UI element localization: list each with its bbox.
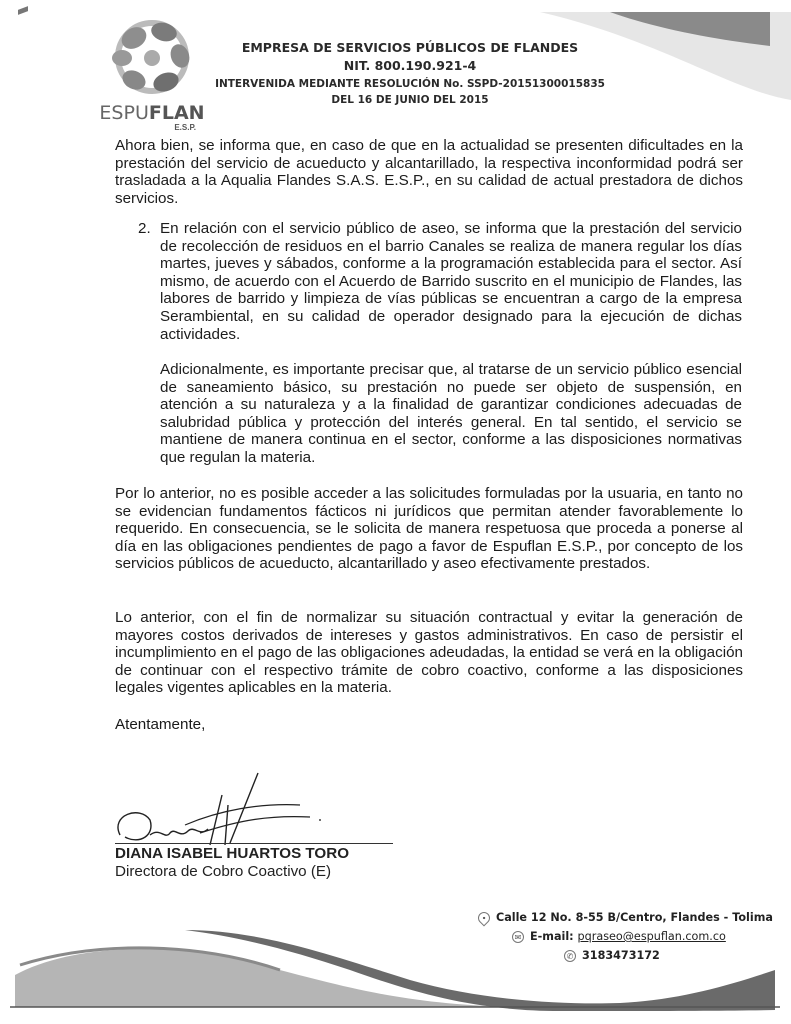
company-title: EMPRESA DE SERVICIOS PÚBLICOS DE FLANDES <box>241 40 579 55</box>
signature-line <box>115 843 393 844</box>
phone-icon: ✆ <box>564 950 576 962</box>
handwritten-signature <box>110 765 340 855</box>
list-item-2-text: En relación con el servicio público de aseo, se informa que la prestación del servicio de recolección de residuos en el barrio Canales se realiza de manera regular los días martes, jueves y sábados, conforme a la programación establecida para el sector. Así mismo, de acuerdo con el Acuerdo de Barrido suscrito en el municipio de Flandes, las labores de barrido y limpieza de vías públicas se encuentran a cargo de la empresa Serambiental, en su calidad de operador designado para la ejecución de dichas actividades. <box>160 220 742 343</box>
footer-address: • Calle 12 No. 8-55 B/Centro, Flandes - Tolima <box>478 911 773 924</box>
email-link[interactable]: pqraseo@espuflan.com.co <box>577 930 726 943</box>
footer-decorative-wave <box>0 925 791 1015</box>
signer-name: DIANA ISABEL HUARTOS TORO <box>115 845 350 862</box>
logo-subtitle: E.S.P. <box>174 123 196 132</box>
location-pin-icon: • <box>476 910 493 927</box>
footer-email: ✉ E-mail: pqraseo@espuflan.com.co <box>512 930 726 943</box>
paragraph-suspension: Adicionalmente, es importante precisar que, al tratarse de un servicio público esencial de saneamiento básico, su prestación no puede ser objeto de suspensión, en atención a su naturaleza y a la finalidad de garantizar condiciones adecuadas de salubridad pública y protección del interés general. En tal sentido, el servicio se mantiene de manera continua en el sector, conforme a las disposiciones normativas que regulan la materia. <box>160 361 742 466</box>
envelope-icon: ✉ <box>512 931 524 943</box>
paragraph-solicitudes: Por lo anterior, no es posible acceder a las solicitudes formuladas por la usuaria, en tanto no se evidencian fundamentos fácticos ni jurídicos que permitan atender favorablemente lo requerido. En consecuencia, se le solicita de manera respetuosa que proceda a ponerse al día en las obligaciones pendientes de pago a favor de Espuflan E.S.P., por concepto de los servicios públicos de acueducto, alcantarillado y aseo efectivamente prestados. <box>115 485 743 573</box>
paragraph-acueducto: Ahora bien, se informa que, en caso de que en la actualidad se presenten dificultades en la prestación del servicio de acueducto y alcantarillado, la respectiva inconformidad podrá ser trasladada a la Aqualia Flandes S.A.S. E.S.P., en su calidad de actual prestadora de dichos servicios. <box>115 137 743 207</box>
logo-wordmark: ESPUFLAN <box>99 102 205 124</box>
signer-role: Directora de Cobro Coactivo (E) <box>115 863 332 880</box>
company-logo <box>92 16 212 132</box>
leaves-emblem-icon <box>92 16 212 98</box>
scan-mark <box>18 6 28 15</box>
closing-salutation: Atentamente, <box>115 716 206 733</box>
footer-phone: ✆ 3183473172 <box>564 949 660 962</box>
resolution-line: INTERVENIDA MEDIANTE RESOLUCIÓN No. SSPD-20151300015835 <box>215 78 605 90</box>
company-nit: NIT. 800.190.921-4 <box>343 58 477 73</box>
list-item-2-number: 2. <box>138 220 151 237</box>
resolution-date: DEL 16 DE JUNIO DEL 2015 <box>331 94 489 106</box>
paragraph-cobro: Lo anterior, con el fin de normalizar su situación contractual y evitar la generación de mayores costos derivados de intereses y gastos administrativos. En caso de persistir el incumplimiento en el pago de las obligaciones adeudadas, la entidad se verá en la obligación de continuar con el respectivo trámite de cobro coactivo, conforme a las disposiciones legales vigentes aplicables en la materia. <box>115 609 743 697</box>
